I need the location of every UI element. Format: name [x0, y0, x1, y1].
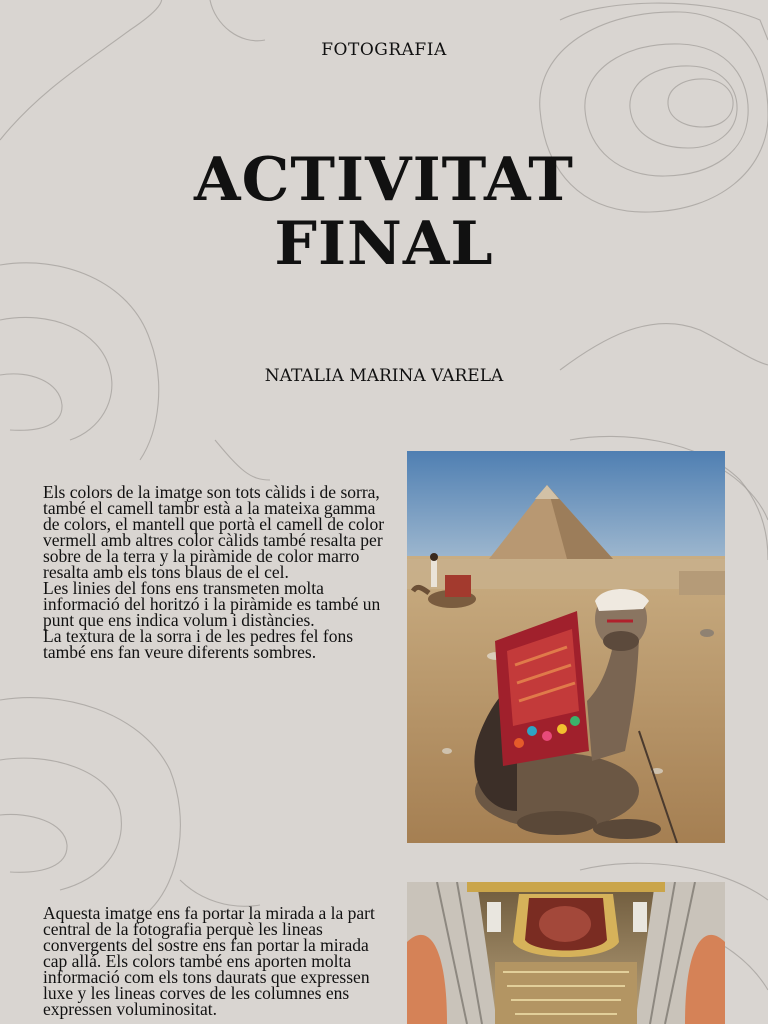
author-name: NATALIA MARINA VARELA [264, 366, 504, 386]
title-line-2: FINAL [274, 209, 494, 279]
page-kicker: FOTOGRAFIA [321, 40, 447, 60]
paragraph: Els colors de la imatge son tots càlids i de sorra, també el camell tambr està a la mateixa gamma de colors, el mantell que portà el camell de color vermell amb altres color càlids també resalta per sobre de la terra y la piràmide de color marro resalta amb els tons blaus de el cel. [43, 482, 385, 582]
ornate-ceiling-photo [407, 882, 725, 1024]
title-line-1: ACTIVITAT [194, 145, 574, 215]
camel-pyramid-photo [407, 451, 725, 843]
page-title [0, 145, 768, 279]
paragraph: Aquesta imatge ens fa portar la mirada a la part central de la fotografia perquè les lineas convergents del sostre ens fan portar la mirada cap allá. Els colors també ens aporten molta informació com els tons daurats que expressen luxe y les lineas corves de les columnes ens expressen voluminositat. [43, 903, 375, 1019]
section2-text [43, 905, 388, 1017]
paragraph: La textura de la sorra i de les pedres fel fons també ens fan veure diferents sombres. [43, 626, 354, 662]
section1-text [43, 484, 388, 660]
paragraph: Les linies del fons ens transmeten molta informació del horitzó i la piràmide es també un punt que ens indica volum i distàncies. [43, 578, 381, 630]
